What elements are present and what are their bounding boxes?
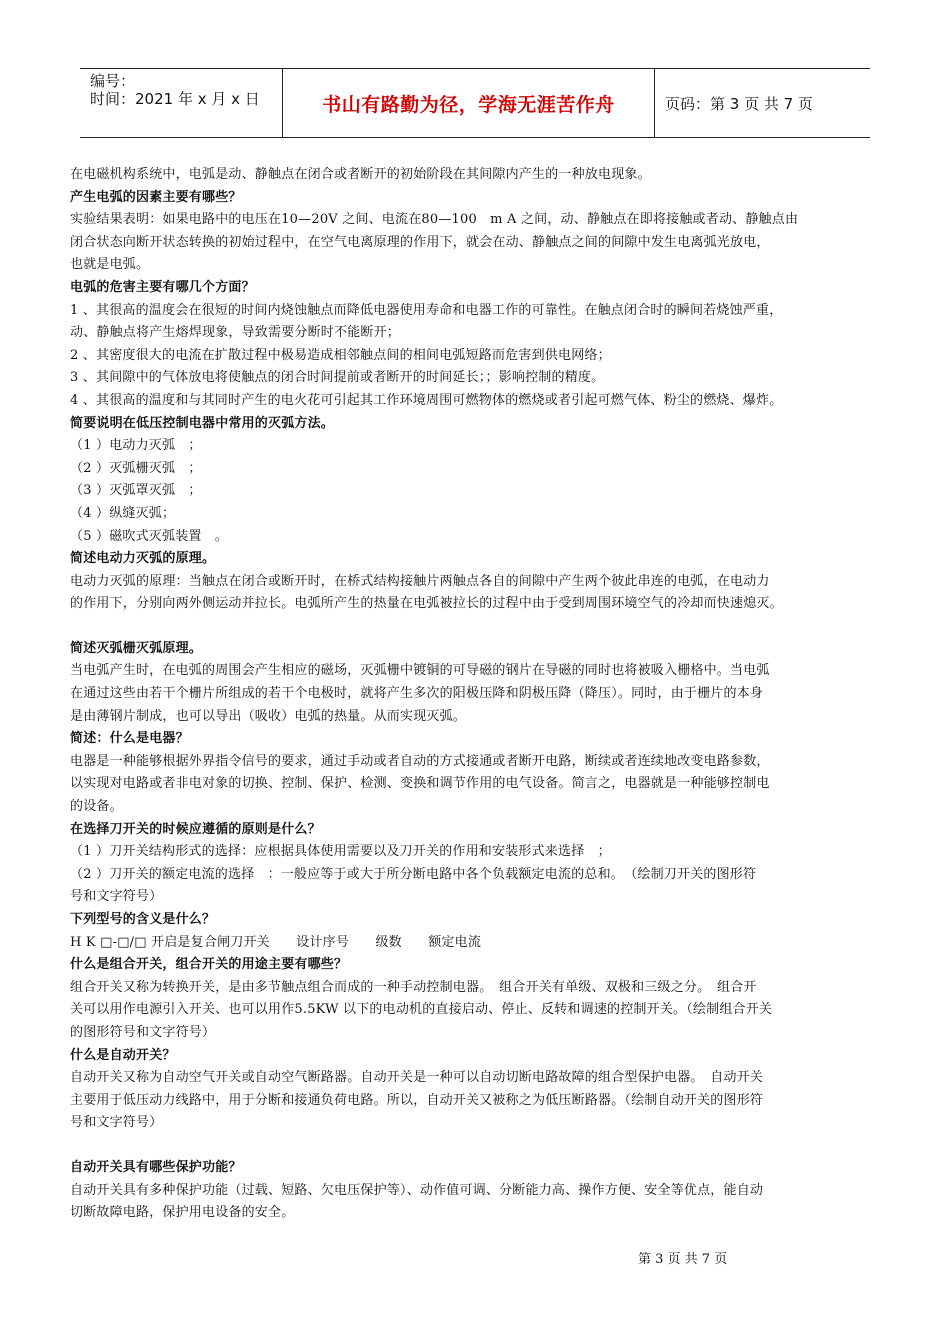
body-text-line: 主要用于低压动力线路中，用于分断和接通负荷电路。所以，自动开关又被称之为低压断路器。（绘制自动开关的图形符 (70, 1092, 764, 1108)
body-text-line: 动、静触点将产生熔焊现象，导致需要分断时不能断开； (70, 325, 401, 341)
body-text-line: （1 ）电动力灭弧 ； (70, 438, 202, 454)
body-text-line: 也就是电弧。 (70, 257, 150, 273)
section-heading: 下列型号的含义是什么？ (70, 912, 216, 927)
body-text-line: 自动开关又称为自动空气开关或自动空气断路器。自动开关是一种可以自动切断电路故障的组合型保护电器。 自动开关 (70, 1070, 764, 1086)
body-text-line: 当电弧产生时，在电弧的周围会产生相应的磁场，灭弧栅中镀铜的可导磁的钢片在导磁的同时也将被吸入栅格中。当电弧 (70, 663, 770, 679)
body-text-line: 以实现对电路或者非电对象的切换、控制、保护、检测、变换和调节作用的电气设备。简言之，电器就是一种能够控制电 (70, 776, 770, 792)
body-text-line: 在电磁机构系统中，电弧是动、静触点在闭合或者断开的初始阶段在其间隙内产生的一种放电现象。 (70, 167, 651, 182)
section-heading: 简述灭弧栅灭弧原理。 (70, 640, 203, 656)
section-heading: 简述电动力灭弧的原理。 (70, 551, 216, 567)
motto-text: 书山有路勤为径，学海无涯苦作舟 (322, 93, 615, 116)
header-page-cell (655, 69, 870, 137)
body-text-line: 实验结果表明：如果电路中的电压在10—20V 之间、电流在80—100 m A 之间，动、静触点在即将接触或者动、静触点由 (70, 212, 799, 228)
section-heading: 什么是组合开关，组合开关的用途主要有哪些？ (70, 957, 348, 973)
page-info: 页码：第 3 页 共 7 页 (665, 94, 813, 113)
body-text-line: 的设备。 (70, 799, 123, 815)
body-text-line: 1 、其很高的温度会在很短的时间内烧蚀触点而降低电器使用寿命和电器工作的可靠性。在触点闭合时的瞬间若烧蚀严重， (70, 302, 783, 318)
body-text-line: 组合开关又称为转换开关，是由多节触点组合而成的一种手动控制电器。 组合开关有单级、双极和三级之分。 组合开 (70, 979, 757, 995)
section-heading: 什么是自动开关？ (70, 1047, 176, 1063)
section-heading: 自动开关具有哪些保护功能？ (70, 1159, 242, 1175)
body-text-line: 闭合状态向断开状态转换的初始过程中，在空气电离原理的作用下，就会在动、静触点之间的间隙中发生电离弧光放电， (70, 234, 770, 250)
body-text-line: 关可以用作电源引入开关、也可以用作5.5KW 以下的电动机的直接启动、停止、反转和调速的控制开关。（绘制组合开关 (70, 1002, 773, 1018)
body-text-line: 3 、其间隙中的气体放电将使触点的闭合时间提前或者断开的时间延长；；影响控制的精度。 (70, 370, 605, 386)
header-meta (80, 69, 283, 137)
body-text-line: 自动开关具有多种保护功能（过载、短路、欠电压保护等）、动作值可调、分断能力高、操作方便、安全等优点，能自动 (70, 1182, 764, 1198)
body-text-line: H K □-□/□ 开启是复合闸刀开关 设计序号 级数 额定电流 (70, 934, 482, 950)
time-label: 时间：2021 年 x 月 x 日 (90, 90, 260, 108)
body-text-line: 电动力灭弧的原理：当触点在闭合或断开时，在桥式结构接触片两触点各自的间隙中产生两个彼此串连的电弧，在电动力 (70, 573, 770, 589)
section-heading: 产生电弧的因素主要有哪些？ (70, 189, 242, 205)
page-footer: 第 3 页 共 7 页 (638, 1252, 728, 1267)
body-text-line: （5 ）磁吹式灭弧装置 。 (70, 528, 229, 544)
body-text-line: 号和文字符号） (70, 1115, 163, 1131)
body-text-line: 4 、其很高的温度和与其同时产生的电火花可引起其工作环境周围可燃物体的燃烧或者引起可燃气体、粉尘的燃烧、爆炸。 (70, 392, 783, 408)
body-text-line: （2 ）灭弧栅灭弧 ； (70, 460, 202, 476)
body-text-line: 在通过这些由若干个栅片所组成的若干个电极时，就将产生多次的阳极压降和阴极压降（降压）。同时，由于栅片的本身 (70, 686, 764, 702)
document-body (70, 164, 890, 1225)
document-header (80, 68, 870, 138)
body-text-line: 电器是一种能够根据外界指令信号的要求，通过手动或者自动的方式接通或者断开电路，断续或者连续地改变电路参数， (70, 753, 770, 769)
section-heading: 简要说明在低压控制电器中常用的灭弧方法。 (70, 415, 335, 431)
section-heading: 简述：什么是电器？ (70, 731, 189, 747)
body-text-line: （3 ）灭弧罩灭弧 ； (70, 483, 202, 499)
body-text-line: 2 、其密度很大的电流在扩散过程中极易造成相邻触点间的相间电弧短路而危害到供电网络； (70, 347, 611, 363)
header-motto-cell (283, 69, 655, 137)
body-text-line: 的作用下，分别向两外侧运动并拉长。电弧所产生的热量在电弧被拉长的过程中由于受到周围环境空气的冷却而快速熄灭。 (70, 596, 783, 612)
section-heading: 电弧的危害主要有哪几个方面？ (70, 279, 255, 295)
section-heading: 在选择刀开关的时候应遵循的原则是什么？ (70, 821, 321, 837)
body-text-line: （2 ）刀开关的额定电流的选择 ：一般应等于或大于所分断电路中各个负载额定电流的总和。 （绘制刀开关的图形符 (70, 866, 757, 882)
body-text-line: （1 ）刀开关结构形式的选择：应根据具体使用需要以及刀开关的作用和安装形式来选择 ； (70, 844, 611, 860)
body-text-line: 是由薄钢片制成，也可以导出（吸收）电弧的热量。从而实现灭弧。 (70, 708, 467, 724)
body-text-line: 切断故障电路，保护用电设备的安全。 (70, 1205, 295, 1221)
body-text-line: 的图形符号和文字符号） (70, 1024, 216, 1040)
body-text-line: （4 ）纵缝灭弧； (70, 505, 176, 521)
number-label: 编号： (90, 72, 136, 90)
body-text-line: 号和文字符号） (70, 889, 163, 905)
